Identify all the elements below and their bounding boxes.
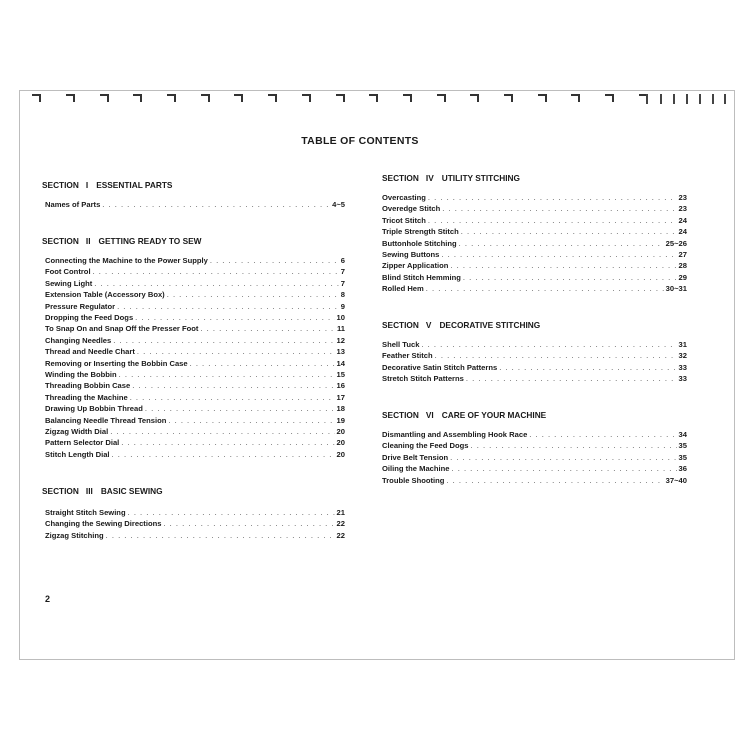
entry-title: Straight Stitch Sewing [45, 508, 126, 517]
entry-title: Sewing Buttons [382, 250, 440, 259]
toc-entry [45, 347, 345, 358]
toc-entry [45, 381, 345, 392]
entry-title: Connecting the Machine to the Power Supply [45, 256, 208, 265]
entry-page: 24 [678, 215, 687, 225]
toc-entry [45, 416, 345, 427]
entry-page: 37~40 [665, 475, 687, 485]
entry-title: Zipper Application [382, 261, 449, 271]
dot-leader [102, 200, 330, 209]
toc-entry [45, 313, 345, 324]
entry-title: Tricot Stitch [382, 215, 426, 225]
page-title: TABLE OF CONTENTS [301, 135, 419, 147]
dot-leader [428, 193, 677, 202]
binding-hook [268, 94, 277, 102]
entry-page: 7 [340, 278, 345, 288]
entry-page: 30~31 [665, 284, 687, 294]
toc-entry [45, 290, 345, 301]
entry-page: 15 [336, 370, 345, 379]
toc-entry [382, 250, 687, 261]
section-heading [42, 486, 163, 496]
dot-leader [200, 324, 335, 333]
toc-entry [45, 427, 345, 438]
entry-page: 6 [340, 256, 345, 265]
binding-hook [403, 94, 412, 102]
dot-leader [450, 453, 676, 462]
entry-page: 14 [336, 358, 345, 368]
entry-page: 20 [336, 427, 345, 436]
binding-hook [504, 94, 513, 102]
section-number: I [85, 180, 89, 190]
entry-page: 33 [678, 374, 687, 384]
entry-title: Removing or Inserting the Bobbin Case [45, 358, 188, 368]
toc-entry [382, 374, 687, 385]
entry-title: Pressure Regulator [45, 301, 116, 311]
toc-entry [382, 476, 687, 487]
section-heading [382, 320, 540, 330]
entry-page: 22 [336, 530, 345, 540]
dot-leader [421, 340, 676, 349]
dot-leader [435, 351, 677, 360]
section-label: SECTION [42, 180, 79, 190]
entry-page: 7 [340, 267, 345, 277]
section-label: SECTION [42, 236, 79, 246]
dot-leader [441, 250, 676, 259]
toc-entry [45, 302, 345, 313]
dot-leader [452, 464, 677, 473]
toc-entry [45, 200, 345, 211]
dot-leader [210, 256, 339, 265]
entry-page: 20 [336, 438, 345, 448]
entry-page: 35 [678, 452, 687, 462]
toc-entry [45, 508, 345, 519]
dot-leader [106, 531, 335, 540]
binding-hook [100, 94, 109, 102]
entry-title: Dismantling and Assembling Hook Race [382, 430, 528, 439]
toc-entry [45, 519, 345, 530]
entry-page: 18 [336, 404, 345, 414]
entry-title: Stitch Length Dial [45, 449, 110, 459]
dot-leader [190, 359, 335, 368]
spiral-binding [0, 94, 750, 106]
entry-title: Threading the Machine [45, 392, 128, 402]
dot-leader [442, 204, 676, 213]
section-heading [42, 180, 172, 190]
toc-entry [45, 531, 345, 542]
binding-hook [133, 94, 142, 102]
section-name: GETTING READY TO SEW [98, 236, 202, 246]
section-label: SECTION [382, 410, 419, 420]
toc-entry [382, 273, 687, 284]
binding-ring [724, 94, 726, 104]
dot-leader [119, 370, 335, 379]
dot-leader [110, 427, 334, 436]
binding-hook [302, 94, 311, 102]
toc-entry [45, 359, 345, 370]
dot-leader [135, 313, 334, 322]
page-number: 2 [45, 594, 51, 604]
dot-leader [426, 284, 664, 293]
dot-leader [130, 393, 335, 402]
toc-entry [45, 336, 345, 347]
entry-title: Names of Parts [45, 200, 101, 209]
entry-page: 4~5 [332, 200, 345, 209]
entry-title: Thread and Needle Chart [45, 347, 135, 357]
entry-title: Decorative Satin Stitch Patterns [382, 362, 498, 372]
dot-leader [499, 363, 676, 372]
section-number: IV [425, 173, 434, 183]
entry-page: 25~26 [665, 238, 687, 248]
entry-title: Zigzag Width Dial [45, 427, 109, 436]
entry-page: 31 [678, 340, 687, 349]
binding-hook [167, 94, 176, 102]
entry-title: Shell Tuck [382, 340, 420, 349]
section-number: III [85, 486, 93, 496]
dot-leader [112, 450, 335, 459]
section-label: SECTION [42, 486, 79, 496]
binding-hook [234, 94, 243, 102]
dot-leader [132, 381, 334, 390]
entry-page: 27 [678, 250, 687, 259]
entry-page: 8 [340, 290, 345, 300]
entry-title: Dropping the Feed Dogs [45, 313, 134, 322]
entry-title: Balancing Needle Thread Tension [45, 415, 167, 425]
entry-page: 28 [678, 261, 687, 271]
toc-entry [382, 340, 687, 351]
dot-leader [93, 267, 339, 276]
entry-title: Extension Table (Accessory Box) [45, 290, 165, 300]
dot-leader [163, 519, 334, 528]
toc-entry [382, 453, 687, 464]
binding-hook [369, 94, 378, 102]
dot-leader [137, 347, 335, 356]
entry-title: Feather Stitch [382, 351, 433, 361]
toc-entry [45, 393, 345, 404]
binding-ring [699, 94, 701, 104]
dot-leader [117, 302, 339, 311]
dot-leader [466, 374, 677, 383]
toc-entry [382, 204, 687, 215]
toc-entry [382, 351, 687, 362]
toc-entry [382, 284, 687, 295]
dot-leader [450, 261, 676, 270]
entry-title: Sewing Light [45, 278, 93, 288]
entry-page: 12 [336, 335, 345, 345]
toc-entry [382, 363, 687, 374]
toc-entry [45, 279, 345, 290]
toc-entry [45, 438, 345, 449]
entry-title: Overedge Stitch [382, 204, 441, 214]
entry-page: 22 [336, 519, 345, 529]
dot-leader [446, 476, 663, 485]
toc-entry [382, 464, 687, 475]
toc-entry [382, 430, 687, 441]
section-name: CARE OF YOUR MACHINE [441, 410, 547, 420]
dot-leader [145, 404, 335, 413]
dot-leader [529, 430, 676, 439]
binding-hook [32, 94, 41, 102]
entry-page: 23 [678, 193, 687, 202]
entry-title: Overcasting [382, 193, 426, 202]
entry-title: Winding the Bobbin [45, 370, 117, 379]
entry-title: Trouble Shooting [382, 475, 445, 485]
entry-page: 32 [678, 351, 687, 361]
entry-page: 16 [336, 381, 345, 391]
dot-leader [461, 227, 677, 236]
entry-title: To Snap On and Snap Off the Presser Foot [45, 324, 199, 334]
entry-title: Rolled Hem [382, 284, 424, 294]
binding-hook [538, 94, 547, 102]
binding-ring [712, 94, 714, 104]
dot-leader [428, 216, 677, 225]
dot-leader [94, 279, 339, 288]
dot-leader [113, 336, 334, 345]
entry-title: Buttonhole Stitching [382, 238, 457, 248]
section-label: SECTION [382, 320, 419, 330]
binding-hook [605, 94, 614, 102]
section-name: BASIC SEWING [100, 486, 163, 496]
entry-page: 17 [336, 392, 345, 402]
dot-leader [463, 273, 677, 282]
entry-page: 11 [336, 324, 345, 334]
entry-page: 21 [336, 508, 345, 517]
binding-ring [686, 94, 688, 104]
section-name: UTILITY STITCHING [441, 173, 520, 183]
toc-entry [382, 261, 687, 272]
binding-hook [336, 94, 345, 102]
binding-hook [437, 94, 446, 102]
toc-entry [382, 441, 687, 452]
toc-entry [382, 193, 687, 204]
binding-ring [673, 94, 675, 104]
entry-title: Stretch Stitch Patterns [382, 374, 464, 384]
entry-page: 13 [336, 347, 345, 357]
entry-title: Changing Needles [45, 335, 112, 345]
entry-title: Threading Bobbin Case [45, 381, 131, 391]
section-heading [382, 173, 520, 183]
entry-page: 34 [678, 430, 687, 439]
toc-entry [382, 239, 687, 250]
toc-entry [382, 216, 687, 227]
dot-leader [471, 441, 677, 450]
section-heading [382, 410, 546, 420]
binding-hook [470, 94, 479, 102]
entry-page: 29 [678, 272, 687, 282]
dot-leader [167, 290, 339, 299]
entry-page: 33 [678, 362, 687, 372]
section-name: ESSENTIAL PARTS [96, 180, 173, 190]
dot-leader [168, 416, 334, 425]
section-number: II [85, 236, 91, 246]
toc-entry [45, 324, 345, 335]
entry-page: 20 [336, 449, 345, 459]
section-label: SECTION [382, 173, 419, 183]
binding-hook [66, 94, 75, 102]
entry-title: Oiling the Machine [382, 464, 450, 474]
section-number: VI [425, 410, 434, 420]
entry-page: 35 [678, 441, 687, 451]
entry-page: 36 [678, 464, 687, 474]
toc-entry [45, 267, 345, 278]
entry-title: Blind Stitch Hemming [382, 272, 461, 282]
entry-page: 10 [336, 313, 345, 322]
entry-page: 23 [678, 204, 687, 214]
entry-title: Drive Belt Tension [382, 452, 449, 462]
entry-title: Drawing Up Bobbin Thread [45, 404, 143, 414]
binding-ring [646, 94, 648, 104]
section-number: V [425, 320, 432, 330]
entry-title: Cleaning the Feed Dogs [382, 441, 469, 451]
entry-title: Pattern Selector Dial [45, 438, 120, 448]
entry-title: Changing the Sewing Directions [45, 519, 162, 529]
toc-entry [45, 404, 345, 415]
section-heading [42, 236, 201, 246]
entry-title: Zigzag Stitching [45, 530, 104, 540]
dot-leader [128, 508, 335, 517]
dot-leader [459, 239, 664, 248]
entry-page: 19 [336, 415, 345, 425]
dot-leader [121, 438, 334, 447]
binding-ring [660, 94, 662, 104]
entry-page: 24 [678, 227, 687, 237]
toc-entry [45, 370, 345, 381]
entry-title: Foot Control [45, 267, 91, 277]
section-name: DECORATIVE STITCHING [439, 320, 541, 330]
entry-page: 9 [340, 301, 345, 311]
binding-hook [571, 94, 580, 102]
toc-entry [382, 227, 687, 238]
binding-hook [201, 94, 210, 102]
toc-entry [45, 256, 345, 267]
entry-title: Triple Strength Stitch [382, 227, 459, 237]
toc-entry [45, 450, 345, 461]
